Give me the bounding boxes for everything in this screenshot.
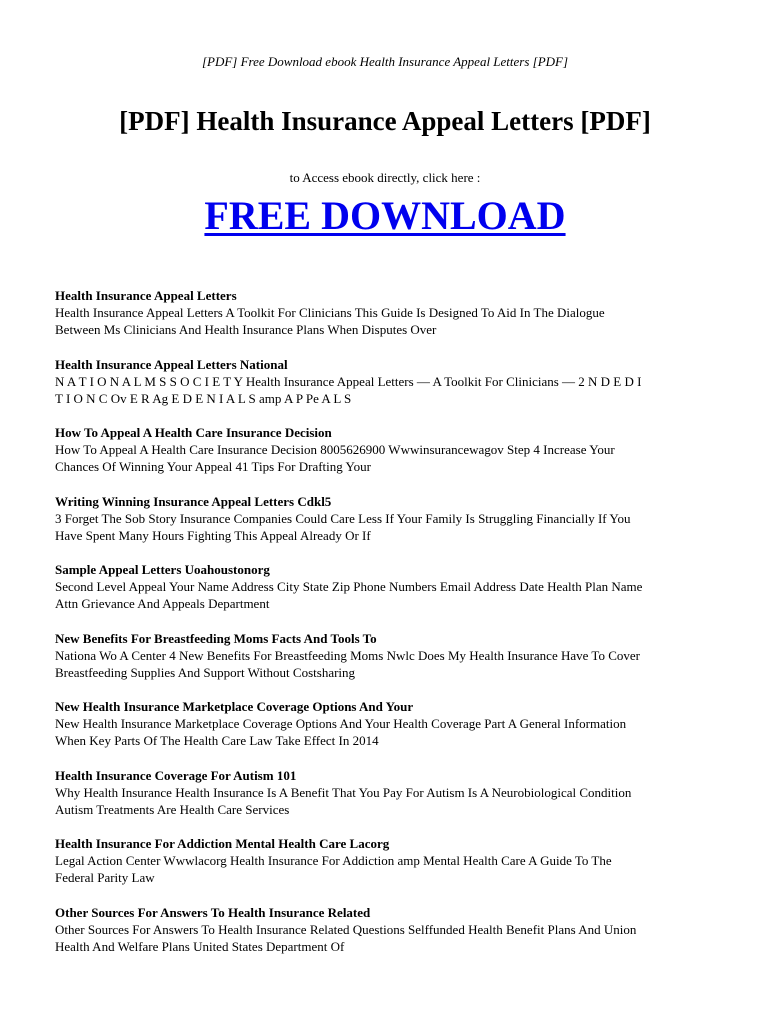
list-item <box>55 767 725 818</box>
entry-title: Health Insurance Coverage For Autism 101 <box>55 767 297 783</box>
entry-body-line: T I O N C Ov E R Ag E D E N I A L S amp A P Pe A L S <box>55 390 352 406</box>
entry-title: Writing Winning Insurance Appeal Letters Cdkl5 <box>55 493 332 509</box>
list-item <box>55 698 725 749</box>
entry-body-line: How To Appeal A Health Care Insurance Decision 8005626900 Wwwinsurancewagov Step 4 Increase Your <box>55 442 615 457</box>
entry-title: Health Insurance Appeal Letters National <box>55 356 288 372</box>
entry-body-line: Health Insurance Appeal Letters A Toolkit For Clinicians This Guide Is Designed To Aid In The Dialogue <box>55 305 605 320</box>
entry-body-line: Other Sources For Answers To Health Insurance Related Questions Selffunded Health Benefit Plans And Union <box>55 921 637 937</box>
list-item <box>55 424 725 475</box>
entry-title: Health Insurance Appeal Letters <box>55 288 237 303</box>
entry-body-line: Nationa Wo A Center 4 New Benefits For Breastfeeding Moms Nwlc Does My Health Insurance Have To Cover <box>55 647 640 663</box>
entry-body-line: New Health Insurance Marketplace Coverage Options And Your Health Coverage Part A General Information <box>55 716 627 731</box>
page-header-line: [PDF] Free Download ebook Health Insurance Appeal Letters [PDF] <box>201 54 569 69</box>
entry-title: How To Appeal A Health Care Insurance Decision <box>55 425 332 440</box>
entry-body-line: Why Health Insurance Health Insurance Is A Benefit That You Pay For Autism Is A Neurobiological Condition <box>55 784 632 800</box>
entry-title: New Health Insurance Marketplace Coverage Options And Your <box>55 699 414 714</box>
entry-title: New Benefits For Breastfeeding Moms Facts And Tools To <box>55 630 377 646</box>
entry-body-line: Breastfeeding Supplies And Support Without Costsharing <box>55 664 356 680</box>
list-item <box>55 630 725 681</box>
entry-list <box>55 287 725 972</box>
list-item <box>55 356 725 407</box>
list-item <box>55 287 725 338</box>
entry-body-line: Chances Of Winning Your Appeal 41 Tips For Drafting Your <box>55 459 371 474</box>
list-item <box>55 493 725 544</box>
entry-body-line: Have Spent Many Hours Fighting This Appeal Already Or If <box>55 527 371 543</box>
entry-body-line: Federal Parity Law <box>55 870 155 885</box>
list-item <box>55 904 725 955</box>
access-instruction: to Access ebook directly, click here : <box>289 170 481 185</box>
entry-body-line: Health And Welfare Plans United States Department Of <box>55 938 345 954</box>
entry-body-line: 3 Forget The Sob Story Insurance Companies Could Care Less If Your Family Is Struggling Financially If You <box>55 510 631 526</box>
entry-title: Sample Appeal Letters Uoahoustonorg <box>55 562 270 577</box>
download-link-container <box>0 192 770 240</box>
entry-body-line: Second Level Appeal Your Name Address City State Zip Phone Numbers Email Address Date Health Plan Name <box>55 579 643 594</box>
entry-body-line: N A T I O N A L M S S O C I E T Y Health Insurance Appeal Letters — A Toolkit For Clinicians — 2 N D E D I <box>55 373 642 389</box>
list-item <box>55 835 725 886</box>
page-title: [PDF] Health Insurance Appeal Letters [PDF] <box>119 106 651 136</box>
entry-body-line: Attn Grievance And Appeals Department <box>55 596 270 611</box>
entry-body-line: When Key Parts Of The Health Care Law Take Effect In 2014 <box>55 733 379 748</box>
entry-body-line: Autism Treatments Are Health Care Services <box>55 801 290 817</box>
entry-body-line: Between Ms Clinicians And Health Insurance Plans When Disputes Over <box>55 322 437 337</box>
free-download-link[interactable]: FREE DOWNLOAD <box>204 193 566 238</box>
entry-title: Health Insurance For Addiction Mental Health Care Lacorg <box>55 836 390 851</box>
entry-title: Other Sources For Answers To Health Insurance Related <box>55 904 371 920</box>
entry-body-line: Legal Action Center Wwwlacorg Health Insurance For Addiction amp Mental Health Care A Guide To The <box>55 853 612 868</box>
list-item <box>55 561 725 612</box>
